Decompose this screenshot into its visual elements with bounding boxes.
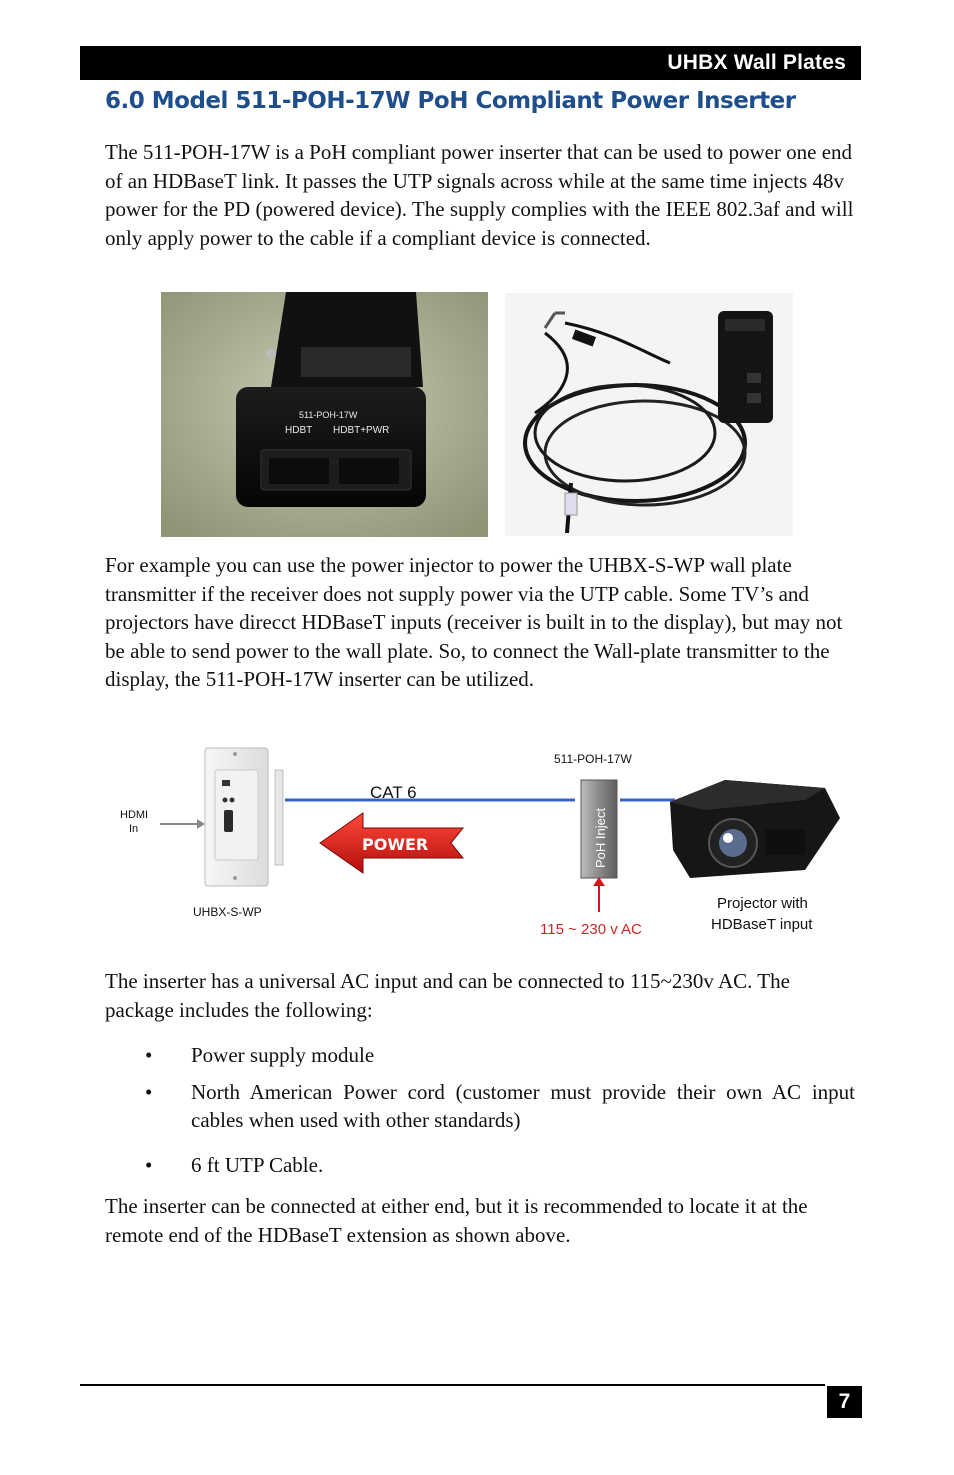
projector-label-line2: HDBaseT input xyxy=(711,916,813,933)
list-item: • North American Power cord (customer must provide their own AC input cables when used with other standards) xyxy=(145,1079,855,1132)
list-item: • Power supply module xyxy=(145,1043,375,1067)
cable-label: CAT 6 xyxy=(370,783,417,802)
closing-paragraph: The inserter can be connected at either end, but it is recommended to locate it at the remote end of the HDBaseT extension as shown above. xyxy=(105,1194,808,1247)
wallplate-label: UHBX-S-WP xyxy=(193,905,262,919)
intro-paragraph: The 511-POH-17W is a PoH compliant power inserter that can be used to power one end of an HDBaseT link. It passes the UTP signals across while at the same time injects 48v power for the PD (powered device). The supply complies with the IEEE 802.3af and will only apply power to the cable if a compliant device is connected. xyxy=(105,140,854,250)
package-paragraph: The inserter has a universal AC input and can be connected to 115~230v AC. The package includes the following: xyxy=(105,969,790,1022)
package-list xyxy=(105,1041,855,1179)
page-number: 7 xyxy=(827,1386,862,1418)
connection-diagram xyxy=(105,740,850,950)
power-label: POWER xyxy=(362,835,429,854)
hdmi-label: HDMI xyxy=(120,809,149,821)
projector-label-line1: Projector with xyxy=(717,895,808,912)
photo-port2-label: HDBT+PWR xyxy=(333,425,390,436)
inserter-closeup-photo xyxy=(161,292,488,537)
projector-image xyxy=(670,780,840,878)
footer-rule xyxy=(80,1384,825,1386)
header-bar xyxy=(80,46,861,80)
inserter-label: PoH Inject xyxy=(593,808,608,868)
photo-model-label: 511-POH-17W xyxy=(299,410,358,420)
section-title: 6.0 Model 511-POH-17W PoH Compliant Power Inserter xyxy=(105,88,796,114)
hdmi-in-label: In xyxy=(129,823,139,835)
list-item: • 6 ft UTP Cable. xyxy=(145,1152,324,1177)
header-title: UHBX Wall Plates xyxy=(667,51,846,74)
ac-input-label: 115 ~ 230 v AC xyxy=(540,921,642,938)
photo-port1-label: HDBT xyxy=(285,425,313,436)
example-paragraph: For example you can use the power injector to power the UHBX-S-WP wall plate transmitter if the receiver does not supply power via the UTP cable. Some TV’s and projectors have direcct HDBaseT inputs (receiver is built in to the display), but may not be able to send power to the wall plate. So, to connect the Wall-plate transmitter to the display, the 511-POH-17W inserter can be utilized. xyxy=(105,553,843,691)
inserter-model-label: 511-POH-17W xyxy=(554,752,632,766)
package-contents-photo xyxy=(505,293,793,536)
